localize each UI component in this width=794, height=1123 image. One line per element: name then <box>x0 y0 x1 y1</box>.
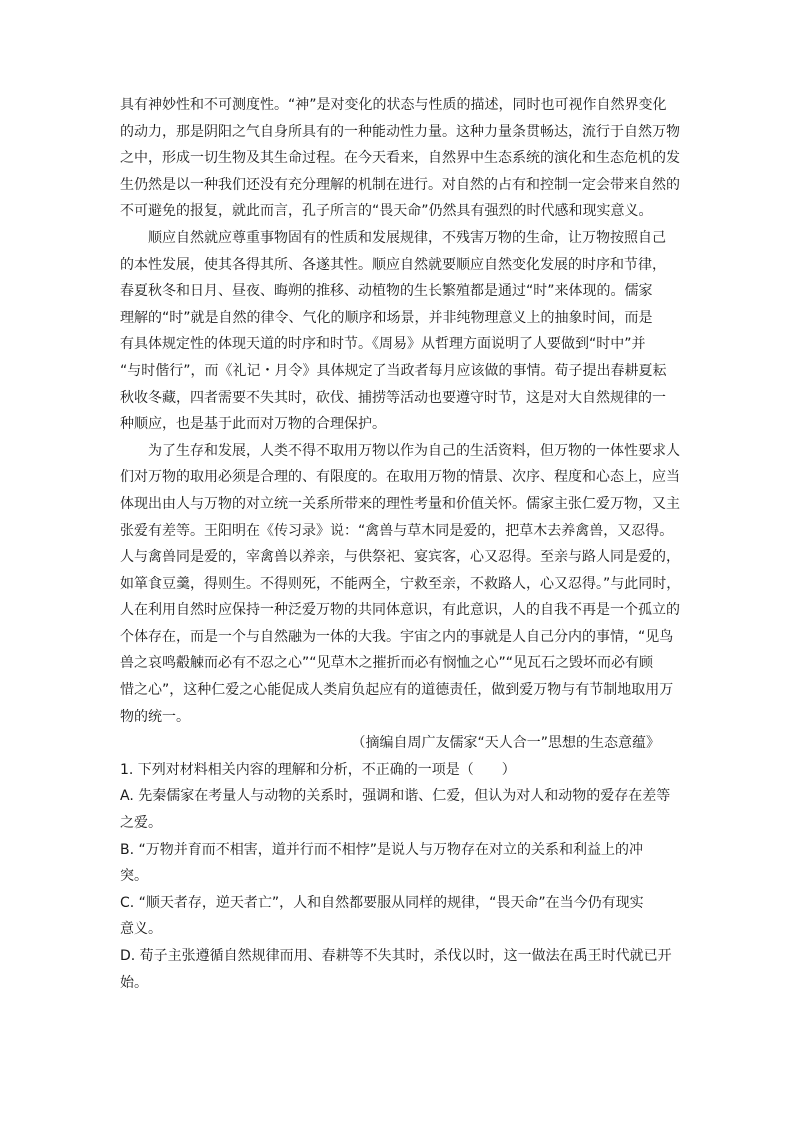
text-line: 的动力，那是阴阳之气自身所具有的一种能动性力量。这种力量条贯畅达，流行于自然万物 <box>120 123 680 140</box>
paragraph-3 <box>120 438 680 731</box>
text-line: 秋收冬藏，四者需要不失其时，砍伐、捕捞等活动也要遵守时节，这是对大自然规律的一 <box>120 389 666 406</box>
text-line: 兽之哀鸣觳觫而必有不忍之心”“见草木之摧折而必有悯恤之心”“见瓦石之毁坏而必有顾 <box>120 655 654 672</box>
option-line: A. 先秦儒家在考量人与动物的关系时，强调和谐、仁爱，但认为对人和动物的爱存在差等 <box>120 788 671 805</box>
text-line: 春夏秋冬和日月、昼夜、晦朔的推移、动植物的生长繁殖都是通过“时”来体现的。儒家 <box>120 283 653 300</box>
question-1 <box>120 757 680 996</box>
text-line: 体现出由人与万物的对立统一关系所带来的理性考量和价值关怀。儒家主张仁爱万物，又主 <box>120 495 680 512</box>
option-c[interactable] <box>120 890 680 943</box>
option-line: D. 荀子主张遵循自然规律而用、春耕等不失其时，杀伐以时，这一做法在禹王时代就已开 <box>120 948 672 964</box>
text-line: 生仍然是以一种我们还没有充分理解的机制在进行。对自然的占有和控制一定会带来自然的 <box>120 176 680 193</box>
text-line: 种顺应，也是基于此而对万物的合理保护。 <box>120 416 386 433</box>
text-line: 之中，形成一切生物及其生命过程。在今天看来，自然界中生态系统的演化和生态危机的发 <box>120 150 680 167</box>
option-line: C. “顺天者存，逆天者亡”，人和自然都要服从同样的规律，“畏天命”在当今仍有现实 <box>120 894 644 911</box>
text-line: 如箪食豆羹，得则生。不得则死，不能两全，宁救至亲，不救路人，心又忍得。”与此同时， <box>120 575 680 592</box>
passage-source: （摘编自周广友儒家“天人合一”思想的生态意蕴》 <box>351 735 660 752</box>
text-line: 有具体规定性的体现天道的时序和时节。《周易》从哲理方面说明了人要做到“时中”并 <box>120 336 646 353</box>
question-stem: 1. 下列对材料相关内容的理解和分析，不正确的一项是（ ） <box>120 761 516 778</box>
text-line: 的本性发展，使其各得其所、各遂其性。顺应自然就要顺应自然变化发展的时序和节律， <box>120 256 666 273</box>
option-line: 意义。 <box>120 921 162 938</box>
text-line: 具有神妙性和不可测度性。“神”是对变化的状态与性质的描述，同时也可视作自然界变化 <box>120 97 667 113</box>
text-line: 个体存在，而是一个与自然融为一体的大我。宇宙之内的事就是人自己分内的事情，“见鸟 <box>120 628 674 645</box>
text-line: 人在利用自然时应保持一种泛爱万物的共同体意识，有此意识，人的自我不再是一个孤立的 <box>120 602 680 619</box>
option-line: 之爱。 <box>120 815 162 832</box>
text-line: 理解的“时”就是自然的律令、气化的顺序和场景，并非纯物理意义上的抽象时间，而是 <box>120 309 653 326</box>
text-line: 人与禽兽同是爱的，宰禽兽以养亲，与供祭祀、宴宾客，心又忍得。至亲与路人同是爱的， <box>120 549 680 566</box>
option-d[interactable] <box>120 943 680 996</box>
text-line: 们对万物的取用必须是合理的、有限度的。在取用万物的情景、次序、程度和心态上，应当 <box>120 469 680 486</box>
option-line: 突。 <box>120 868 148 885</box>
text-line: 为了生存和发展，人类不得不取用万物以作为自己的生活资料，但万物的一体性要求人 <box>148 442 680 459</box>
paragraph-2 <box>120 225 680 438</box>
passage-content <box>120 92 680 996</box>
paragraph-1 <box>120 92 680 225</box>
text-line: 顺应自然就应尊重事物固有的性质和发展规律，不残害万物的生命，让万物按照自己 <box>148 229 666 246</box>
option-a[interactable] <box>120 783 680 836</box>
option-line: B. “万物并育而不相害，道并行而不相悖”是说人与万物存在对立的关系和利益上的冲 <box>120 841 644 858</box>
option-b[interactable] <box>120 837 680 890</box>
text-line: 惜之心”，这种仁爱之心能促成人类肩负起应有的道德责任，做到爱万物与有节制地取用万 <box>120 682 674 699</box>
option-line: 始。 <box>120 974 148 991</box>
text-line: 物的统一。 <box>120 708 190 725</box>
text-line: “与时偕行”，而《礼记・月令》具体规定了当政者每月应该做的事情。荀子提出春耕夏耘 <box>120 362 667 379</box>
text-line: 张爱有差等。王阳明在《传习录》说：“禽兽与草木同是爱的，把草木去养禽兽，又忍得。 <box>120 522 674 539</box>
text-line: 不可避免的报复，就此而言，孔子所言的“畏天命”仍然具有强烈的时代感和现实意义。 <box>120 203 653 220</box>
